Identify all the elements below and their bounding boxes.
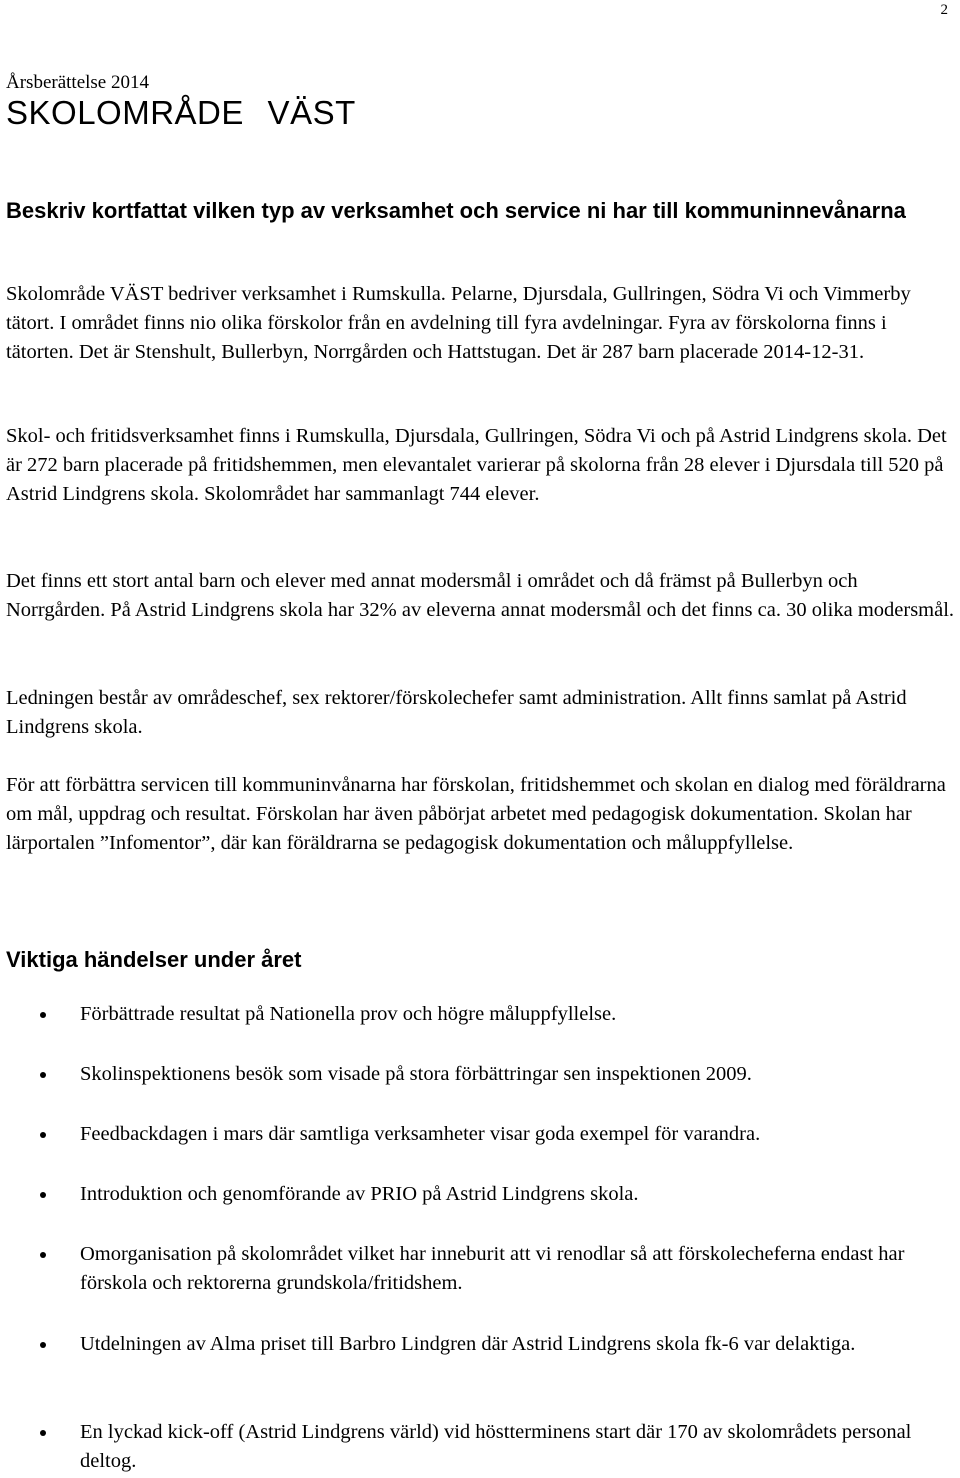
paragraph-mother-tongue: Det finns ett stort antal barn och elever med annat modersmål i området och då främst på Bullerbyn och Norrgården. På Astrid Lindgrens skola har 32% av eleverna annat modersmål och det finns ca. 30 olika modersmål.	[6, 570, 955, 621]
list-item-text: Introduktion och genomförande av PRIO på Astrid Lindgrens skola.	[80, 1183, 639, 1205]
report-label: Årsberättelse 2014	[6, 72, 149, 93]
list-item-text: En lyckad kick-off (Astrid Lindgrens värld) vid höstterminens start där 170 av skolområdets personal deltog.	[80, 1421, 912, 1472]
bullet-icon	[40, 1012, 46, 1018]
bullet-icon	[40, 1132, 46, 1138]
bullet-icon	[40, 1342, 46, 1348]
bullet-icon	[40, 1252, 46, 1258]
list-item-text: Omorganisation på skolområdet vilket har inneburit att vi renodlar så att förskolecheferna endast har förskola och rektorerna grundskola/fritidshem.	[80, 1243, 905, 1294]
list-item-text: Feedbackdagen i mars där samtliga verksamheter visar goda exempel för varandra.	[80, 1123, 761, 1145]
paragraph-management: Ledningen består av områdeschef, sex rektorer/förskolechefer samt administration. Allt finns samlat på Astrid Lindgrens skola.	[6, 687, 907, 738]
list-item-text: Förbättrade resultat på Nationella prov och högre måluppfyllelse.	[80, 1003, 617, 1025]
paragraph-service-improvement: För att förbättra servicen till kommuninvånarna har förskolan, fritidshemmet och skolan en dialog med föräldrarna om mål, uppdrag och resultat. Förskolan har även påbörjat arbetet med pedagogisk dokumentation. Skolan har lärportalen ”Infomentor”, där kan föräldrarna se pedagogisk dokumentation och måluppfyllelse.	[6, 774, 946, 854]
section-heading-viktiga: Viktiga händelser under året	[6, 947, 302, 972]
bullet-icon	[40, 1430, 46, 1436]
bullet-icon	[40, 1072, 46, 1078]
document-title: SKOLOMRÅDE VÄST	[6, 94, 356, 131]
list-item-text: Utdelningen av Alma priset till Barbro Lindgren där Astrid Lindgrens skola fk-6 var delaktiga.	[80, 1333, 856, 1355]
bullet-icon	[40, 1192, 46, 1198]
paragraph-school-activities: Skol- och fritidsverksamhet finns i Rumskulla, Djursdala, Gullringen, Södra Vi och på Astrid Lindgrens skola. Det är 272 barn placerade på fritidshemmen, men elevantalet varierar på skolorna från 28 elever i Djursdala till 520 på Astrid Lindgrens skola. Skolområdet har sammanlagt 744 elever.	[6, 425, 947, 505]
page-number: 2	[940, 2, 948, 18]
paragraph-schools-overview: Skolområde VÄST bedriver verksamhet i Rumskulla. Pelarne, Djursdala, Gullringen, Södra Vi och Vimmerby tätort. I området finns nio olika förskolor från en avdelning till fyra avdelningar. Fyra av förskolorna finns i tätorten. Det är Stenshult, Bullerbyn, Norrgården och Hattstugan. Det är 287 barn placerade 2014-12-31.	[6, 283, 911, 363]
section-heading-beskriv: Beskriv kortfattat vilken typ av verksamhet och service ni har till kommuninnevånarna	[6, 198, 906, 223]
list-item-text: Skolinspektionens besök som visade på stora förbättringar sen inspektionen 2009.	[80, 1063, 752, 1085]
